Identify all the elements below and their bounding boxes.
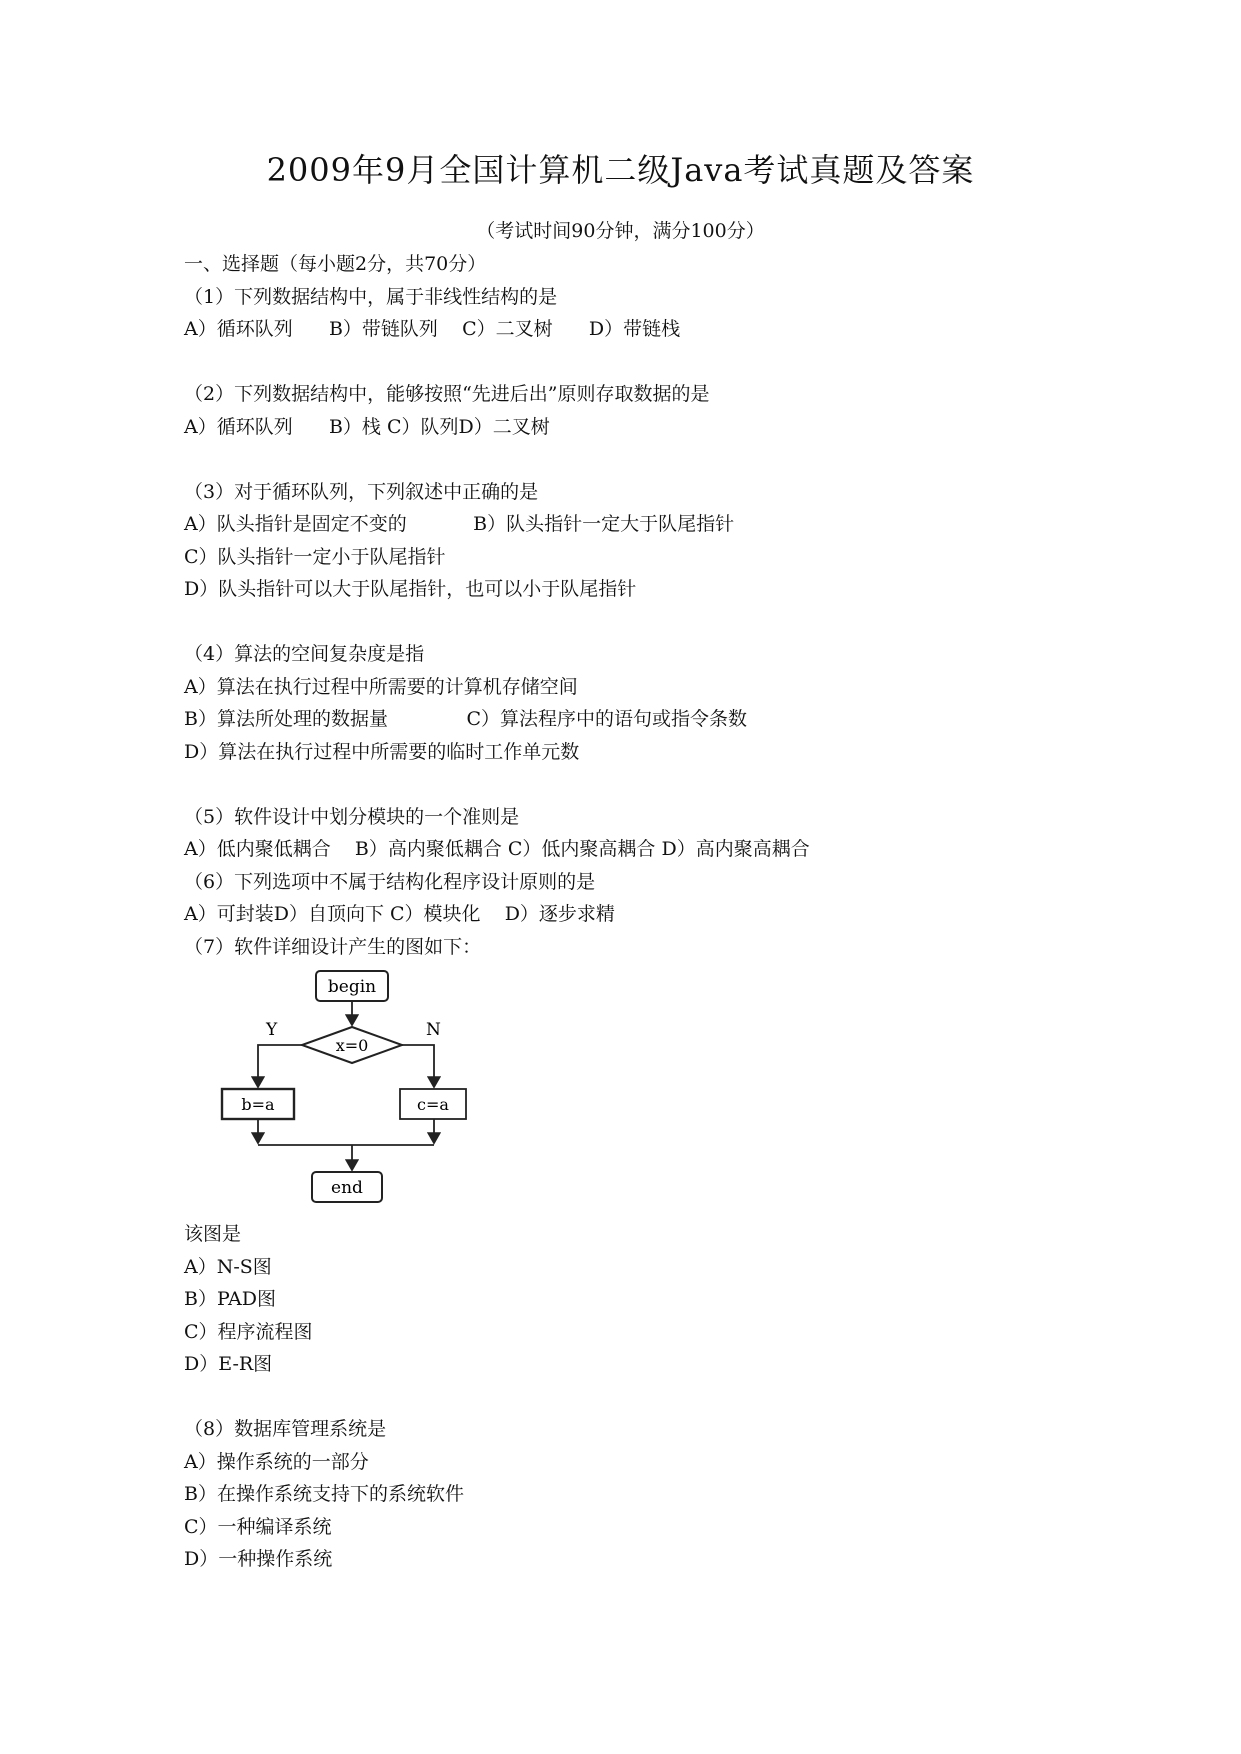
section-heading: 一、选择题（每小题2分，共70分）	[184, 253, 487, 275]
answer-options: A）队头指针是固定不变的 B）队头指针一定大于队尾指针	[184, 513, 735, 535]
question-stem: （2）下列数据结构中，能够按照“先进后出”原则存取数据的是	[184, 383, 710, 405]
answer-options: A）算法在执行过程中所需要的计算机存储空间	[184, 675, 578, 698]
answer-options: D）算法在执行过程中所需要的临时工作单元数	[184, 740, 580, 763]
page-title: 2009年9月全国计算机二级Java考试真题及答案	[266, 151, 975, 189]
answer-options: A）可封装D）自顶向下 C）模块化 D）逐步求精	[184, 903, 615, 925]
flowchart-diagram	[204, 963, 504, 1218]
answer-options: C）队头指针一定小于队尾指针	[184, 545, 446, 568]
begin-label: begin	[327, 977, 377, 997]
answer-options: B）算法所处理的数据量 C）算法程序中的语句或指令条数	[184, 708, 748, 730]
answer-options: A）循环队列 B）栈 C）队列D）二叉树	[184, 415, 550, 438]
exam-info: （考试时间90分钟，满分100分）	[476, 220, 765, 242]
answer-options: C）程序流程图	[184, 1320, 313, 1343]
question-stem: （5）软件设计中划分模块的一个准则是	[184, 805, 520, 828]
answer-options: B）PAD图	[184, 1288, 276, 1310]
question-stem: （1）下列数据结构中，属于非线性结构的是	[184, 285, 558, 308]
flowchart-figure	[204, 963, 504, 1218]
question-stem: 该图是	[184, 1223, 242, 1245]
question-stem: （4）算法的空间复杂度是指	[184, 643, 425, 665]
assign-c-label: c=a	[417, 1095, 449, 1114]
decision-label: x=0	[335, 1036, 369, 1055]
answer-options: A）低内聚低耦合 B）高内聚低耦合 C）低内聚高耦合 D）高内聚高耦合	[184, 838, 810, 860]
answer-options: A）N-S图	[184, 1255, 272, 1278]
question-stem: （6）下列选项中不属于结构化程序设计原则的是	[184, 870, 596, 893]
answer-options: B）在操作系统支持下的系统软件	[184, 1483, 464, 1505]
question-stem: （3）对于循环队列，下列叙述中正确的是	[184, 480, 539, 503]
answer-options: D）一种操作系统	[184, 1548, 333, 1570]
answer-options: A）循环队列 B）带链队列 C）二叉树 D）带链栈	[184, 318, 681, 340]
question-stem: （8）数据库管理系统是	[184, 1418, 387, 1440]
answer-options: A）操作系统的一部分	[184, 1450, 369, 1473]
yes-label: Y	[266, 1020, 278, 1040]
assign-b-label: b=a	[241, 1095, 275, 1114]
no-branch	[402, 1045, 434, 1087]
no-label: N	[426, 1020, 441, 1040]
end-label: end	[331, 1178, 363, 1198]
answer-options: C）一种编译系统	[184, 1515, 332, 1538]
answer-options: D）队头指针可以大于队尾指针，也可以小于队尾指针	[184, 578, 637, 600]
question-stem: （7）软件详细设计产生的图如下：	[184, 935, 482, 958]
document-body	[184, 248, 1084, 1576]
answer-options: D）E-R图	[184, 1353, 273, 1375]
yes-branch	[258, 1045, 302, 1087]
